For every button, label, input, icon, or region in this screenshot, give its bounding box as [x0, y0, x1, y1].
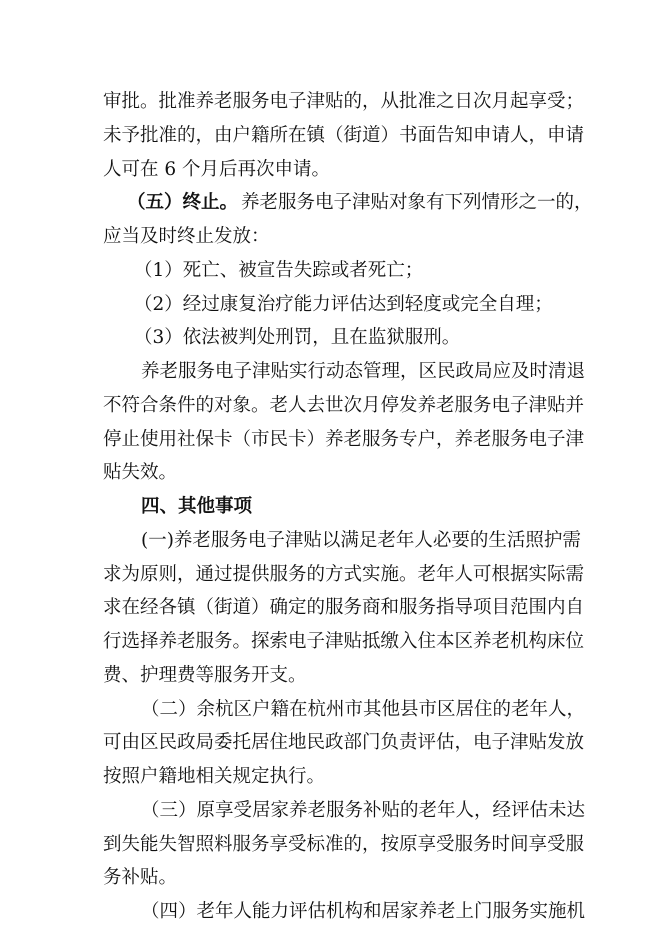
- text-line: 求在经各镇（街道）确定的服务商和服务指导项目范围内自: [103, 597, 585, 619]
- section-heading-termination: （五）终止。: [127, 192, 239, 214]
- text-line: 养老服务电子津贴对象有下列情形之一的，: [241, 192, 593, 214]
- text-line: 养老服务电子津贴实行动态管理，区民政局应及时清退: [141, 361, 586, 382]
- text-line: 不符合条件的对象。老人去世次月停发养老服务电子津贴并: [103, 394, 585, 416]
- section-heading-other-matters: 四、其他事项: [141, 496, 253, 517]
- text-line: 停止使用社保卡（市民卡）养老服务专户，养老服务电子津: [103, 428, 585, 450]
- text-line: （二）余杭区户籍在杭州市其他县市区居住的老年人，: [141, 698, 586, 720]
- text-line: 可由区民政局委托居住地民政部门负责评估，电子津贴发放: [103, 732, 585, 754]
- text-line: 审批。批准养老服务电子津贴的，从批准之日次月起享受；: [103, 91, 585, 112]
- text-line: 应当及时终止发放：: [103, 226, 270, 247]
- text-line: 到失能失智照料服务享受标准的，按原享受服务时间享受服: [103, 833, 585, 855]
- text-line: 求为原则，通过提供服务的方式实施。老年人可根据实际需: [103, 563, 585, 585]
- text-line: 未予批准的，由户籍所在镇（街道）书面告知申请人，申请: [103, 124, 585, 146]
- text-line: 按照户籍地相关规定执行。: [103, 766, 326, 787]
- list-item: （2）经过康复治疗能力评估达到轻度或完全自理；: [134, 293, 553, 315]
- list-item: （1）死亡、被宣告失踪或者死亡；: [134, 259, 424, 281]
- text-line: 行选择养老服务。探索电子津贴抵缴入住本区养老机构床位: [103, 631, 585, 652]
- text-line: （三）原享受居家养老服务补贴的老年人，经评估未达: [141, 799, 586, 821]
- text-line: 务补贴。: [103, 867, 178, 889]
- text-line: 贴失效。: [103, 462, 178, 484]
- list-item: （3）依法被判处刑罚，且在监狱服刑。: [134, 327, 461, 349]
- text-line: 费、护理费等服务开支。: [103, 664, 307, 686]
- text-line: （四）老年人能力评估机构和居家养老上门服务实施机: [141, 901, 586, 922]
- text-line: 人可在 6 个月后再次申请。: [103, 158, 331, 180]
- text-line: (一)养老服务电子津贴以满足老年人必要的生活照护需: [141, 529, 581, 551]
